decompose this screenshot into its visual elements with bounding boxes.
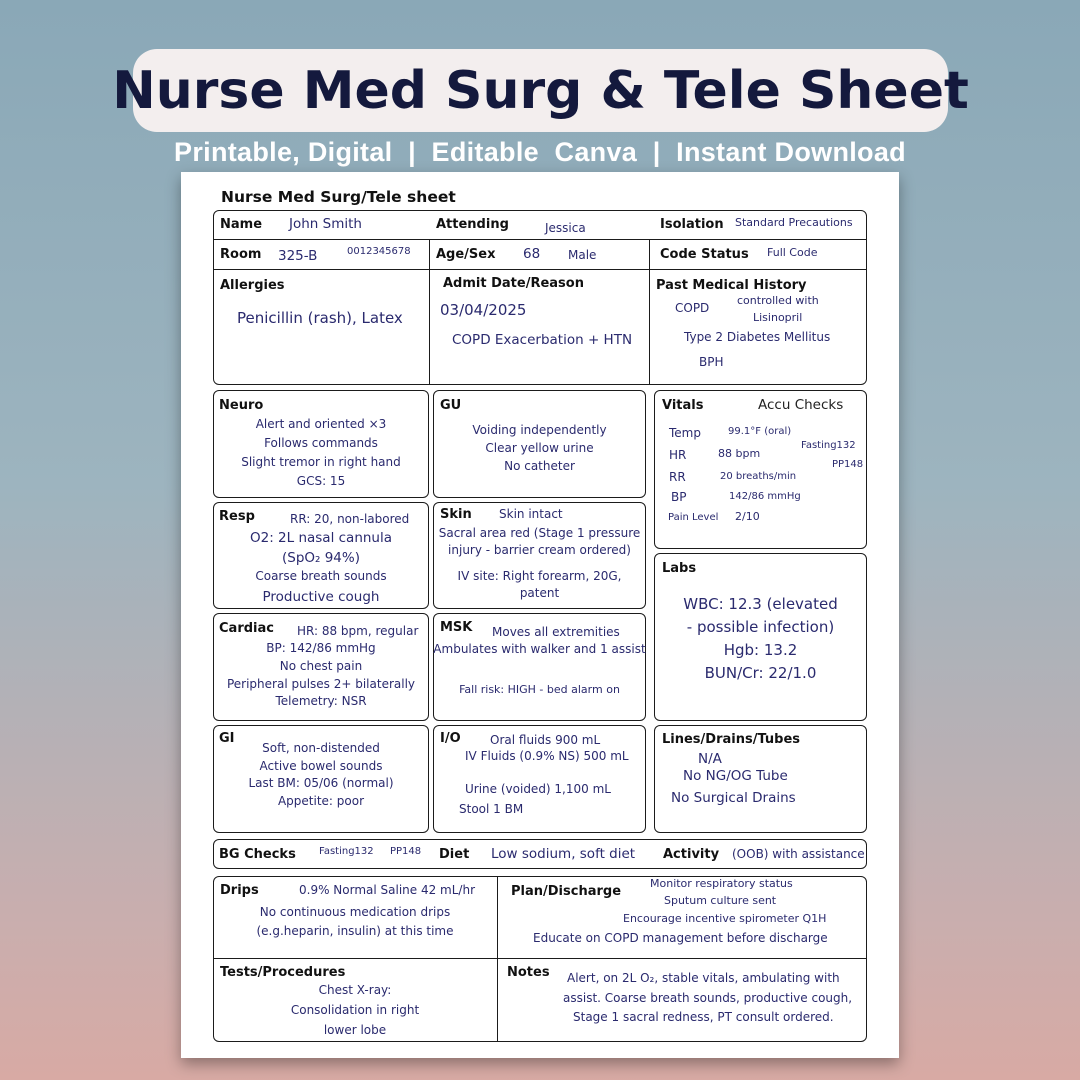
ldt-label: Lines/Drains/Tubes [662, 732, 801, 747]
cardiac-line: No chest pain [279, 659, 363, 673]
skin-iv-1: IV site: Right forearm, 20G, [457, 569, 622, 583]
plan-line: Monitor respiratory status [650, 877, 793, 890]
pmh-label: Past Medical History [656, 278, 807, 293]
name-label: Name [220, 217, 263, 232]
accu-checks-label: Accu Checks [758, 397, 844, 413]
gi-line: Soft, non-distended [262, 741, 380, 755]
skin-iv-2: patent [519, 586, 560, 600]
banner-title: Nurse Med Surg & Tele Sheet [133, 49, 948, 132]
labs-line: Hgb: 13.2 [723, 641, 798, 659]
bg-fasting: Fasting132 [319, 846, 374, 857]
labs-label: Labs [662, 561, 697, 576]
labs-box [654, 553, 867, 721]
vital-pain-label: Pain Level [668, 512, 719, 523]
ldt-na: N/A [698, 751, 722, 767]
neuro-line: Slight tremor in right hand [241, 455, 401, 469]
skin-line: Sacral area red (Stage 1 pressure [438, 526, 641, 540]
vital-hr-label: HR [669, 448, 687, 462]
sex-value: Male [568, 248, 597, 262]
diet-value: Low sodium, soft diet [491, 846, 636, 862]
neuro-line: GCS: 15 [296, 474, 346, 488]
resp-cough: Productive cough [262, 589, 380, 605]
drips-line: (e.g.heparin, insulin) at this time [256, 924, 454, 938]
activity-label: Activity [663, 847, 720, 862]
notes-line: Stage 1 sacral redness, PT consult ordered. [573, 1010, 834, 1024]
plan-line: Encourage incentive spirometer Q1H [623, 912, 827, 925]
agesex-label: Age/Sex [436, 247, 496, 262]
gu-line: Clear yellow urine [485, 441, 594, 455]
skin-label: Skin [440, 507, 472, 522]
cardiac-hr: HR: 88 bpm, regular [297, 624, 419, 638]
neuro-line: Alert and oriented ×3 [255, 417, 387, 431]
gu-line: Voiding independently [472, 423, 607, 437]
tests-line: Chest X-ray: [318, 983, 392, 997]
io-urine: Urine (voided) 1,100 mL [465, 782, 611, 796]
activity-value: (OOB) with assistance [732, 847, 865, 861]
cardiac-label: Cardiac [219, 621, 274, 636]
msk-fall: Fall risk: HIGH - bed alarm on [459, 683, 620, 696]
isolation-label: Isolation [660, 217, 724, 232]
gi-label: GI [219, 731, 235, 746]
neuro-label: Neuro [219, 398, 264, 413]
resp-rr: RR: 20, non-labored [290, 512, 410, 526]
attending-label: Attending [436, 217, 509, 232]
io-stool: Stool 1 BM [459, 802, 524, 816]
vital-temp-label: Temp [669, 426, 701, 440]
allergies-label: Allergies [220, 278, 285, 293]
pmh-copd-note-1: controlled with [737, 294, 819, 307]
patient-name: John Smith [289, 216, 362, 232]
allergies-value: Penicillin (rash), Latex [237, 309, 403, 327]
gu-label: GU [440, 398, 462, 413]
plan-line: Educate on COPD management before discharge [533, 931, 828, 945]
io-label: I/O [440, 731, 461, 746]
resp-sounds: Coarse breath sounds [255, 569, 387, 583]
tests-line: Consolidation in right [290, 1003, 420, 1017]
notes-label: Notes [507, 965, 550, 980]
isolation-value: Standard Precautions [735, 216, 853, 229]
vital-pain-value: 2/10 [735, 510, 760, 523]
bg-label: BG Checks [219, 847, 296, 862]
msk-walker: Ambulates with walker and 1 assist [433, 642, 646, 656]
diet-label: Diet [439, 847, 470, 862]
cardiac-line: BP: 142/86 mmHg [266, 641, 376, 655]
vital-rr-value: 20 breaths/min [720, 471, 797, 482]
skin-intact: Skin intact [499, 507, 563, 521]
bg-pp: PP148 [390, 846, 422, 857]
labs-line: - possible infection) [686, 618, 835, 636]
notes-line: Alert, on 2L O₂, stable vitals, ambulating with [567, 971, 840, 985]
cardiac-line: Peripheral pulses 2+ bilaterally [226, 677, 416, 691]
banner-subtitle: Printable, Digital | Editable Canva | Instant Download [174, 136, 906, 167]
ldt-ng: No NG/OG Tube [683, 768, 788, 784]
vital-temp-value: 99.1°F (oral) [728, 426, 792, 437]
code-status-value: Full Code [767, 246, 818, 259]
cardiac-line: Telemetry: NSR [275, 694, 367, 708]
gi-line: Active bowel sounds [259, 759, 383, 773]
admit-date: 03/04/2025 [440, 301, 527, 319]
notes-line: assist. Coarse breath sounds, productive cough, [563, 991, 853, 1005]
admit-label: Admit Date/Reason [443, 276, 584, 291]
drips-saline: 0.9% Normal Saline 42 mL/hr [299, 883, 476, 897]
msk-moves: Moves all extremities [492, 625, 620, 639]
resp-label: Resp [219, 509, 255, 524]
pmh-copd-note-2: Lisinopril [753, 311, 803, 324]
room-value: 325-B [278, 248, 318, 264]
io-oral: Oral fluids 900 mL [490, 733, 601, 747]
vital-hr-value: 88 bpm [718, 447, 761, 460]
tests-line: lower lobe [323, 1023, 387, 1037]
admit-reason: COPD Exacerbation + HTN [452, 332, 633, 348]
plan-label: Plan/Discharge [511, 884, 622, 899]
ldt-drains: No Surgical Drains [671, 790, 796, 806]
labs-line: WBC: 12.3 (elevated [683, 595, 838, 613]
sheet-title: Nurse Med Surg/Tele sheet [221, 188, 456, 206]
vital-bp-label: BP [671, 490, 687, 504]
drips-line: No continuous medication drips [259, 905, 451, 919]
skin-line: injury - barrier cream ordered) [448, 543, 631, 557]
gi-line: Last BM: 05/06 (normal) [248, 776, 394, 790]
vital-rr-label: RR [669, 470, 686, 484]
attending-value: Jessica [545, 221, 586, 235]
labs-line: BUN/Cr: 22/1.0 [704, 664, 817, 682]
pmh-copd: COPD [675, 301, 710, 315]
msk-label: MSK [440, 620, 473, 635]
room-label: Room [220, 247, 262, 262]
drips-label: Drips [220, 883, 259, 898]
accu-fasting: Fasting132 [801, 440, 856, 451]
gu-line: No catheter [504, 459, 575, 473]
neuro-line: Follows commands [264, 436, 378, 450]
vitals-label: Vitals [662, 398, 704, 413]
io-iv: IV Fluids (0.9% NS) 500 mL [465, 749, 629, 763]
tests-label: Tests/Procedures [220, 965, 346, 980]
plan-line: Sputum culture sent [664, 894, 777, 907]
vital-bp-value: 142/86 mmHg [729, 491, 801, 502]
code-status-label: Code Status [660, 247, 749, 262]
pmh-bph: BPH [699, 355, 724, 369]
pmh-dm: Type 2 Diabetes Mellitus [684, 330, 831, 344]
room-id: 0012345678 [347, 246, 411, 257]
age-value: 68 [523, 246, 541, 262]
resp-spo2: (SpO₂ 94%) [281, 550, 360, 566]
report-sheet [181, 172, 899, 1058]
gi-line: Appetite: poor [277, 794, 365, 808]
resp-o2: O2: 2L nasal cannula [249, 530, 393, 546]
accu-pp: PP148 [832, 459, 864, 470]
